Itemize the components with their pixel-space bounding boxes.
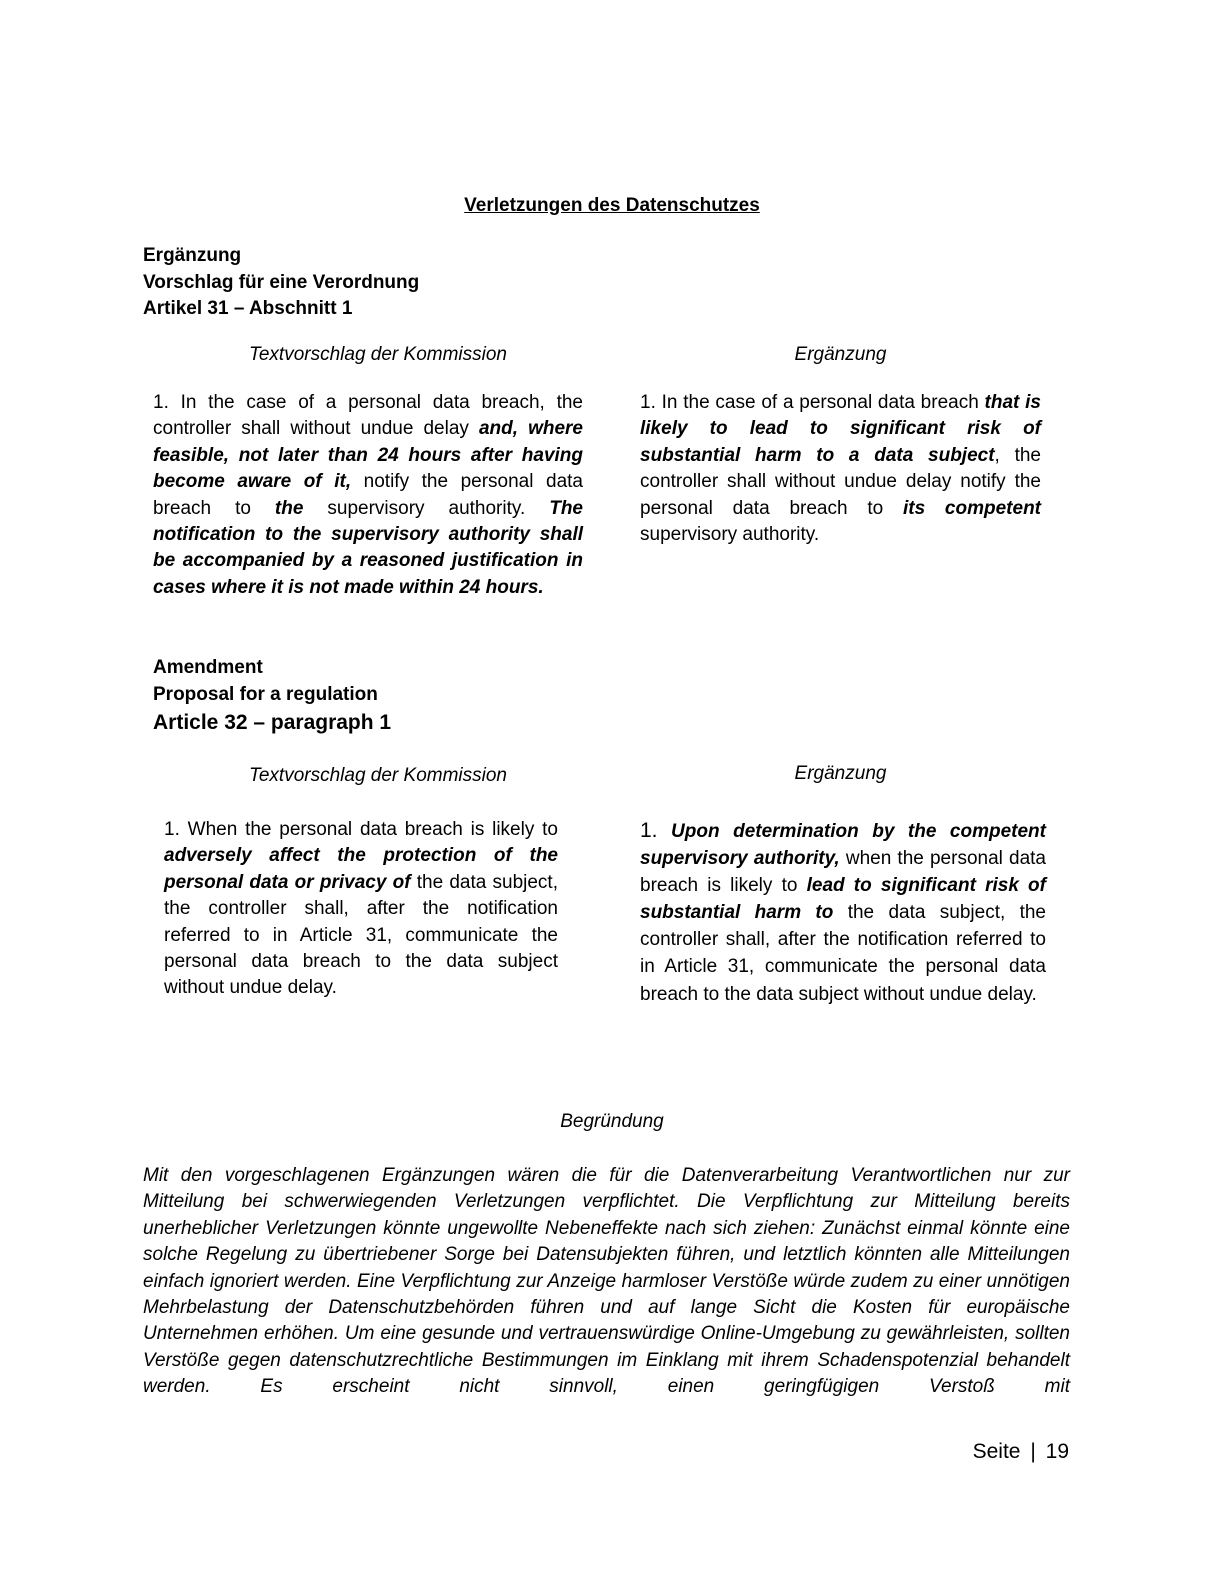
amendment-text-article-31: 1. In the case of a personal data breach that is likely to lead to significant risk of substantial harm to a data subject, the controller shall without undue delay notify the personal data breach to its competent supervisory authority. (640, 392, 1041, 546)
amendment-header-1 (143, 243, 419, 323)
proposal-label: Vorschlag für eine Verordnung (143, 271, 420, 293)
reason-text: Mit den vorgeschlagenen Ergänzungen wären die für die Datenverarbeitung Verantwortlichen nur zur Mitteilung bei schwerwiegenden Verletzungen verpflichtet. Die Verpflichtung zur Mitteilung bereits unerheblicher Verletzungen könnte ungewollte Nebeneffekte nach sich ziehen: Zunächst einmal könnte eine solche Regelung zu übertriebener Sorge bei Datensubjekten führen, und letztlich könnten alle Mitteilungen einfach ignoriert werden. Eine Verpflichtung zur Anzeige harmloser Verstöße würde zudem zu einer unnötigen Mehrbelastung der Datenschutzbehörden führen und auf lange Sicht die Kosten für europäische Unternehmen erhöhen. Um eine gesunde und vertrauenswürdige Online-Umgebung zu gewährleisten, sollten Verstöße gegen datenschutzrechtliche Bestimmungen im Einklang mit ihrem Schadenspotenzial behandelt werden. Es erscheint nicht sinnvoll, einen geringfügigen Verstoß mit (143, 1165, 1070, 1398)
commission-text-article-32: 1. When the personal data breach is likely to adversely affect the protection of the personal data or privacy of the data subject, the controller shall, after the notification referred to in Article 31, communicate the personal data breach to the data subject without undue delay. (164, 819, 558, 999)
column-heading-commission: Textvorschlag der Kommission (248, 344, 507, 365)
amendment-header-2 (153, 655, 391, 737)
amendment-label: Ergänzung (143, 245, 242, 266)
article-label: Article 32 – paragraph 1 (153, 711, 392, 734)
page-footer (973, 1440, 1069, 1464)
amendment-label: Amendment (153, 657, 263, 678)
page-separator: | (1030, 1440, 1036, 1463)
article-label: Artikel 31 – Abschnitt 1 (143, 298, 353, 319)
proposal-label: Proposal for a regulation (153, 683, 378, 705)
section-title: Verletzungen des Datenschutzes (464, 195, 760, 216)
amendment-text-article-32: 1. Upon determination by the competent supervisory authority, when the personal data breach is likely to lead to significant risk of substantial harm to the data subject, the controller shall, after the notification referred to in Article 31, communicate the personal data breach to the data subject without undue delay. (640, 819, 1047, 1005)
column-heading-amendment: Ergänzung (794, 344, 887, 365)
column-heading-commission: Textvorschlag der Kommission (248, 765, 507, 786)
reason-title: Begründung (560, 1111, 664, 1132)
column-heading-amendment: Ergänzung (794, 763, 887, 784)
page-number: 19 (1045, 1440, 1069, 1463)
page-label: Seite (972, 1440, 1021, 1463)
commission-text-article-31: 1. In the case of a personal data breach, the controller shall without undue delay and, where feasible, not later than 24 hours after having become aware of it, notify the personal data breach to the supervisory authority. The notification to the supervisory authority shall be accompanied by a reasoned justification in cases where it is not made within 24 hours. (153, 392, 583, 598)
